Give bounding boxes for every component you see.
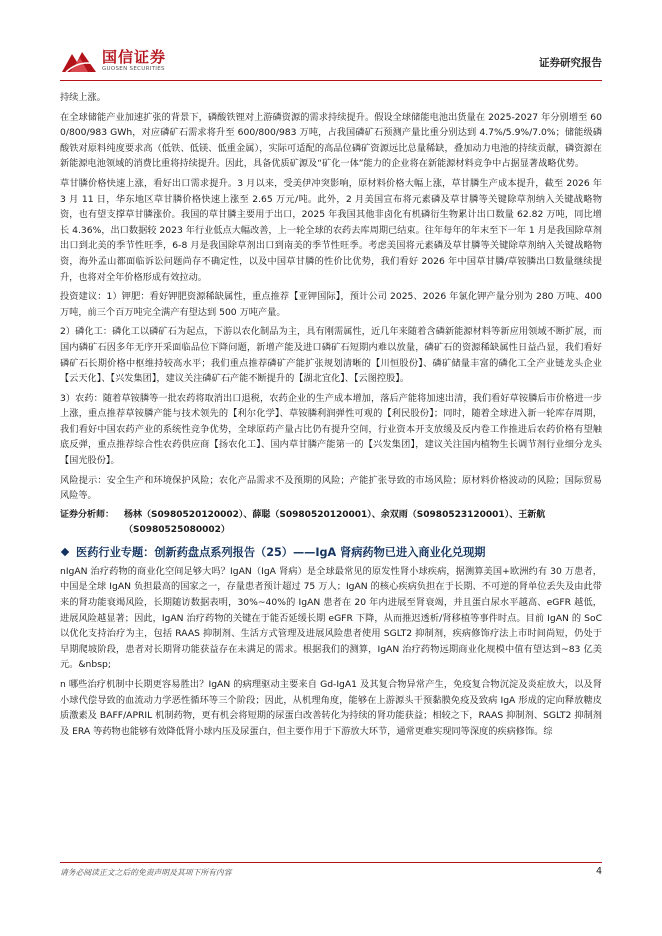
paragraph-continuation: 持续上涨。 <box>60 92 106 103</box>
section-title: 医药行业专题：创新药盘点系列报告（25）——IgA 肾病药物已进入商业化兑现期 <box>76 545 486 559</box>
report-body <box>60 90 602 739</box>
paragraph-phosphate-demand: 在全球储能产业加速扩张的背景下，磷酸铁锂对上游磷资源的需求持续提升。假设全球储能电池出货量在 2025-2027 年分别增至 600/800/983 GWh，对应磷矿石需求将升至 600/800/983 万吨，占我国磷矿石预测产量比重分别达到 4.7%/5.9%/7.0%；储能级磷酸铁对原料纯度要求高（低铁、低镁、低重金属），实际可适配的高品位磷矿资源远比总量稀缺，叠加动力电池的持续贡献，磷资源在新能源电池领域的消费比重将持续提升。因此，具备优质矿源及“矿化一体”能力的企业将在新能源材料竞争中占据显著战略优势。 <box>60 111 602 170</box>
paragraph-investment-phosphorus: 2）磷化工：磷化工以磷矿石为起点，下游以农化制品为主，具有刚需属性，近几年来随着含磷新能源材料等新应用领域不断扩展，而国内磷矿石因多年无序开采面临品位下降问题，新增产能及进口磷矿石短期内难以放量，磷矿石的资源稀缺属性日益凸显，我们看好磷矿石长期价格中枢维持较高水平；我们重点推荐磷矿产能扩张规划清晰的【川恒股份】、磷矿储量丰富的磷化工全产业链龙头企业【云天化】、【兴发集团】，建议关注磷矿石产能不断提升的【湖北宜化】、【云图控股】。 <box>60 326 602 385</box>
page-number: 4 <box>595 866 602 877</box>
analyst-names: 杨林（S0980520120002）、薛聪（S0980520120001）、余双雨（S0980523120001）、王新航（S0980525080002） <box>124 509 546 535</box>
paragraph-iga-mechanism: n 哪些治疗机制中长期更容易胜出？IgAN 的病理驱动主要来自 Gd-IgA1 及其复合物异常产生，免疫复合物沉淀及炎症放大，以及肾小球代偿导致的血流动力学恶性循环等三个阶段；因此，从机理角度，能够在上游源头干预黏膜免疫及致病 IgA 形成的定向释放糖皮质激素及 BAFF/APRIL 机制药物，更有机会将短期的尿蛋白改善转化为持续的肾功能获益；相较之下，RAAS 抑制剂、SGLT2 抑制剂及 ERA 等药物也能够有效降低肾小球内压及尿蛋白，但主要作用于下游放大环节，通常更难实现同等深度的疾病修饰。综 <box>60 679 602 737</box>
header-divider <box>60 80 602 81</box>
analyst-list <box>60 508 602 538</box>
paragraph-investment-potash: 投资建议：1）钾肥：看好钾肥资源稀缺属性，重点推荐【亚钾国际】，预计公司 2025、2026 年氯化钾产量分别为 280 万吨、400 万吨，前三个百万吨完全满产有望达到 500 万吨产量。 <box>60 291 602 318</box>
diamond-bullet-icon <box>61 548 69 556</box>
logo-text-cn: 国信证券 <box>102 48 167 66</box>
paragraph-glyphosate: 草甘膦价格快速上涨，看好出口需求提升。3 月以来，受美伊冲突影响，原材料价格大幅上涨，草甘膦生产成本提升，截至 2026 年 3 月 11 日，华东地区草甘膦价格快速上涨至 2.65 万元/吨。此外，2 月美国宣布将元素磷及草甘膦等关键除草剂纳入关键战略物资，也有望支撑草甘膦涨价。我国的草甘膦主要用于出口，2025 年我国其他非卤化有机磷衍生物累计出口数量 62.82 万吨，同比增长 4.36%，出口数据较 2023 年行业低点大幅改善，上一轮全球的农药去库周期已结束。往年每年的年末至下一年 1 月是我国除草剂出口到北美的季节性旺季，6-8 月是我国除草剂出口到南美的季节性旺季。考虑美国将元素磷及草甘膦等关键除草剂纳入关键战略物资，海外孟山都面临诉讼问题尚存不确定性，以及中国草甘膦的性价比优势，我们看好 2026 年中国草甘膦/草铵膦出口数量继续提升，也将对全年价格形成有效拉动。 <box>60 177 602 283</box>
analyst-label: 证券分析师： <box>60 509 115 520</box>
logo-text-en: GUOSEN SECURITIES <box>102 66 165 72</box>
paragraph-iga-market: nIgAN 治疗药物的商业化空间足够大吗？IgAN（IgA 肾病）是全球最常见的原发性肾小球疾病，据测算美国+欧洲约有 30 万患者，中国是全球 IgAN 负担最高的国家之一，存量患者预计超过 75 万人；IgAN 的核心疾病负担在于长期、不可逆的肾单位丢失及由此带来的肾功能衰竭风险，长期随访数据表明，30%~40%的 IgAN 患者在 20 年内进展至肾衰竭，并且蛋白尿水平越高、eGFR 越低，进展风险越显著；因此，IgAN 治疗药物的关键在于能否延缓长期 eGFR 下降，从而推迟透析/肾移植等事件时点。目前 IgAN 的 SoC 以优化支持治疗为主，包括 RAAS 抑制剂、生活方式管理及进展风险患者使用 SGLT2 抑制剂，疾病修饰疗法上市时间尚短，仍处于早期爬坡阶段，患者对长期肾功能获益存在未满足的需求。根据我们的测算，IgAN 治疗药物远期商业化规模中值有望达到~83 亿美元。&nbsp; <box>60 565 602 671</box>
footer-divider <box>60 862 602 863</box>
paragraph-risk: 风险提示：安全生产和环境保护风险；农化产品需求不及预期的风险；产能扩张导致的市场风险；原材料价格波动的风险；国际贸易风险等。 <box>60 474 602 502</box>
page-header <box>0 0 662 86</box>
report-type-label: 证券研究报告 <box>539 57 602 69</box>
guosen-logo <box>60 44 210 78</box>
guosen-logo-icon <box>60 44 98 74</box>
footer-disclaimer: 请务必阅读正文之后的免责声明及其项下所有内容 <box>60 868 232 877</box>
section-heading <box>60 544 602 560</box>
paragraph-investment-pesticide: 3）农药：随着草铵膦等一批农药将取消出口退税，农药企业的生产成本增加，落后产能将加速出清，我们看好草铵膦后市价格进一步上涨，重点推荐草铵膦产能与技术领先的【利尔化学】、草铵膦利润弹性可观的【利民股份】；同时，随着全球进入新一轮库存周期，我们看好中国农药产业的系统性竞争优势，全球原药产量占比仍有提升空间，行业资本开支放缓及反内卷工作推进后农药价格有望触底反弹，重点推荐综合性农药供应商【扬农化工】、国内草甘膦产能第一的【兴发集团】，建议关注国内植物生长调节剂行业细分龙头【国光股份】。 <box>60 392 602 467</box>
